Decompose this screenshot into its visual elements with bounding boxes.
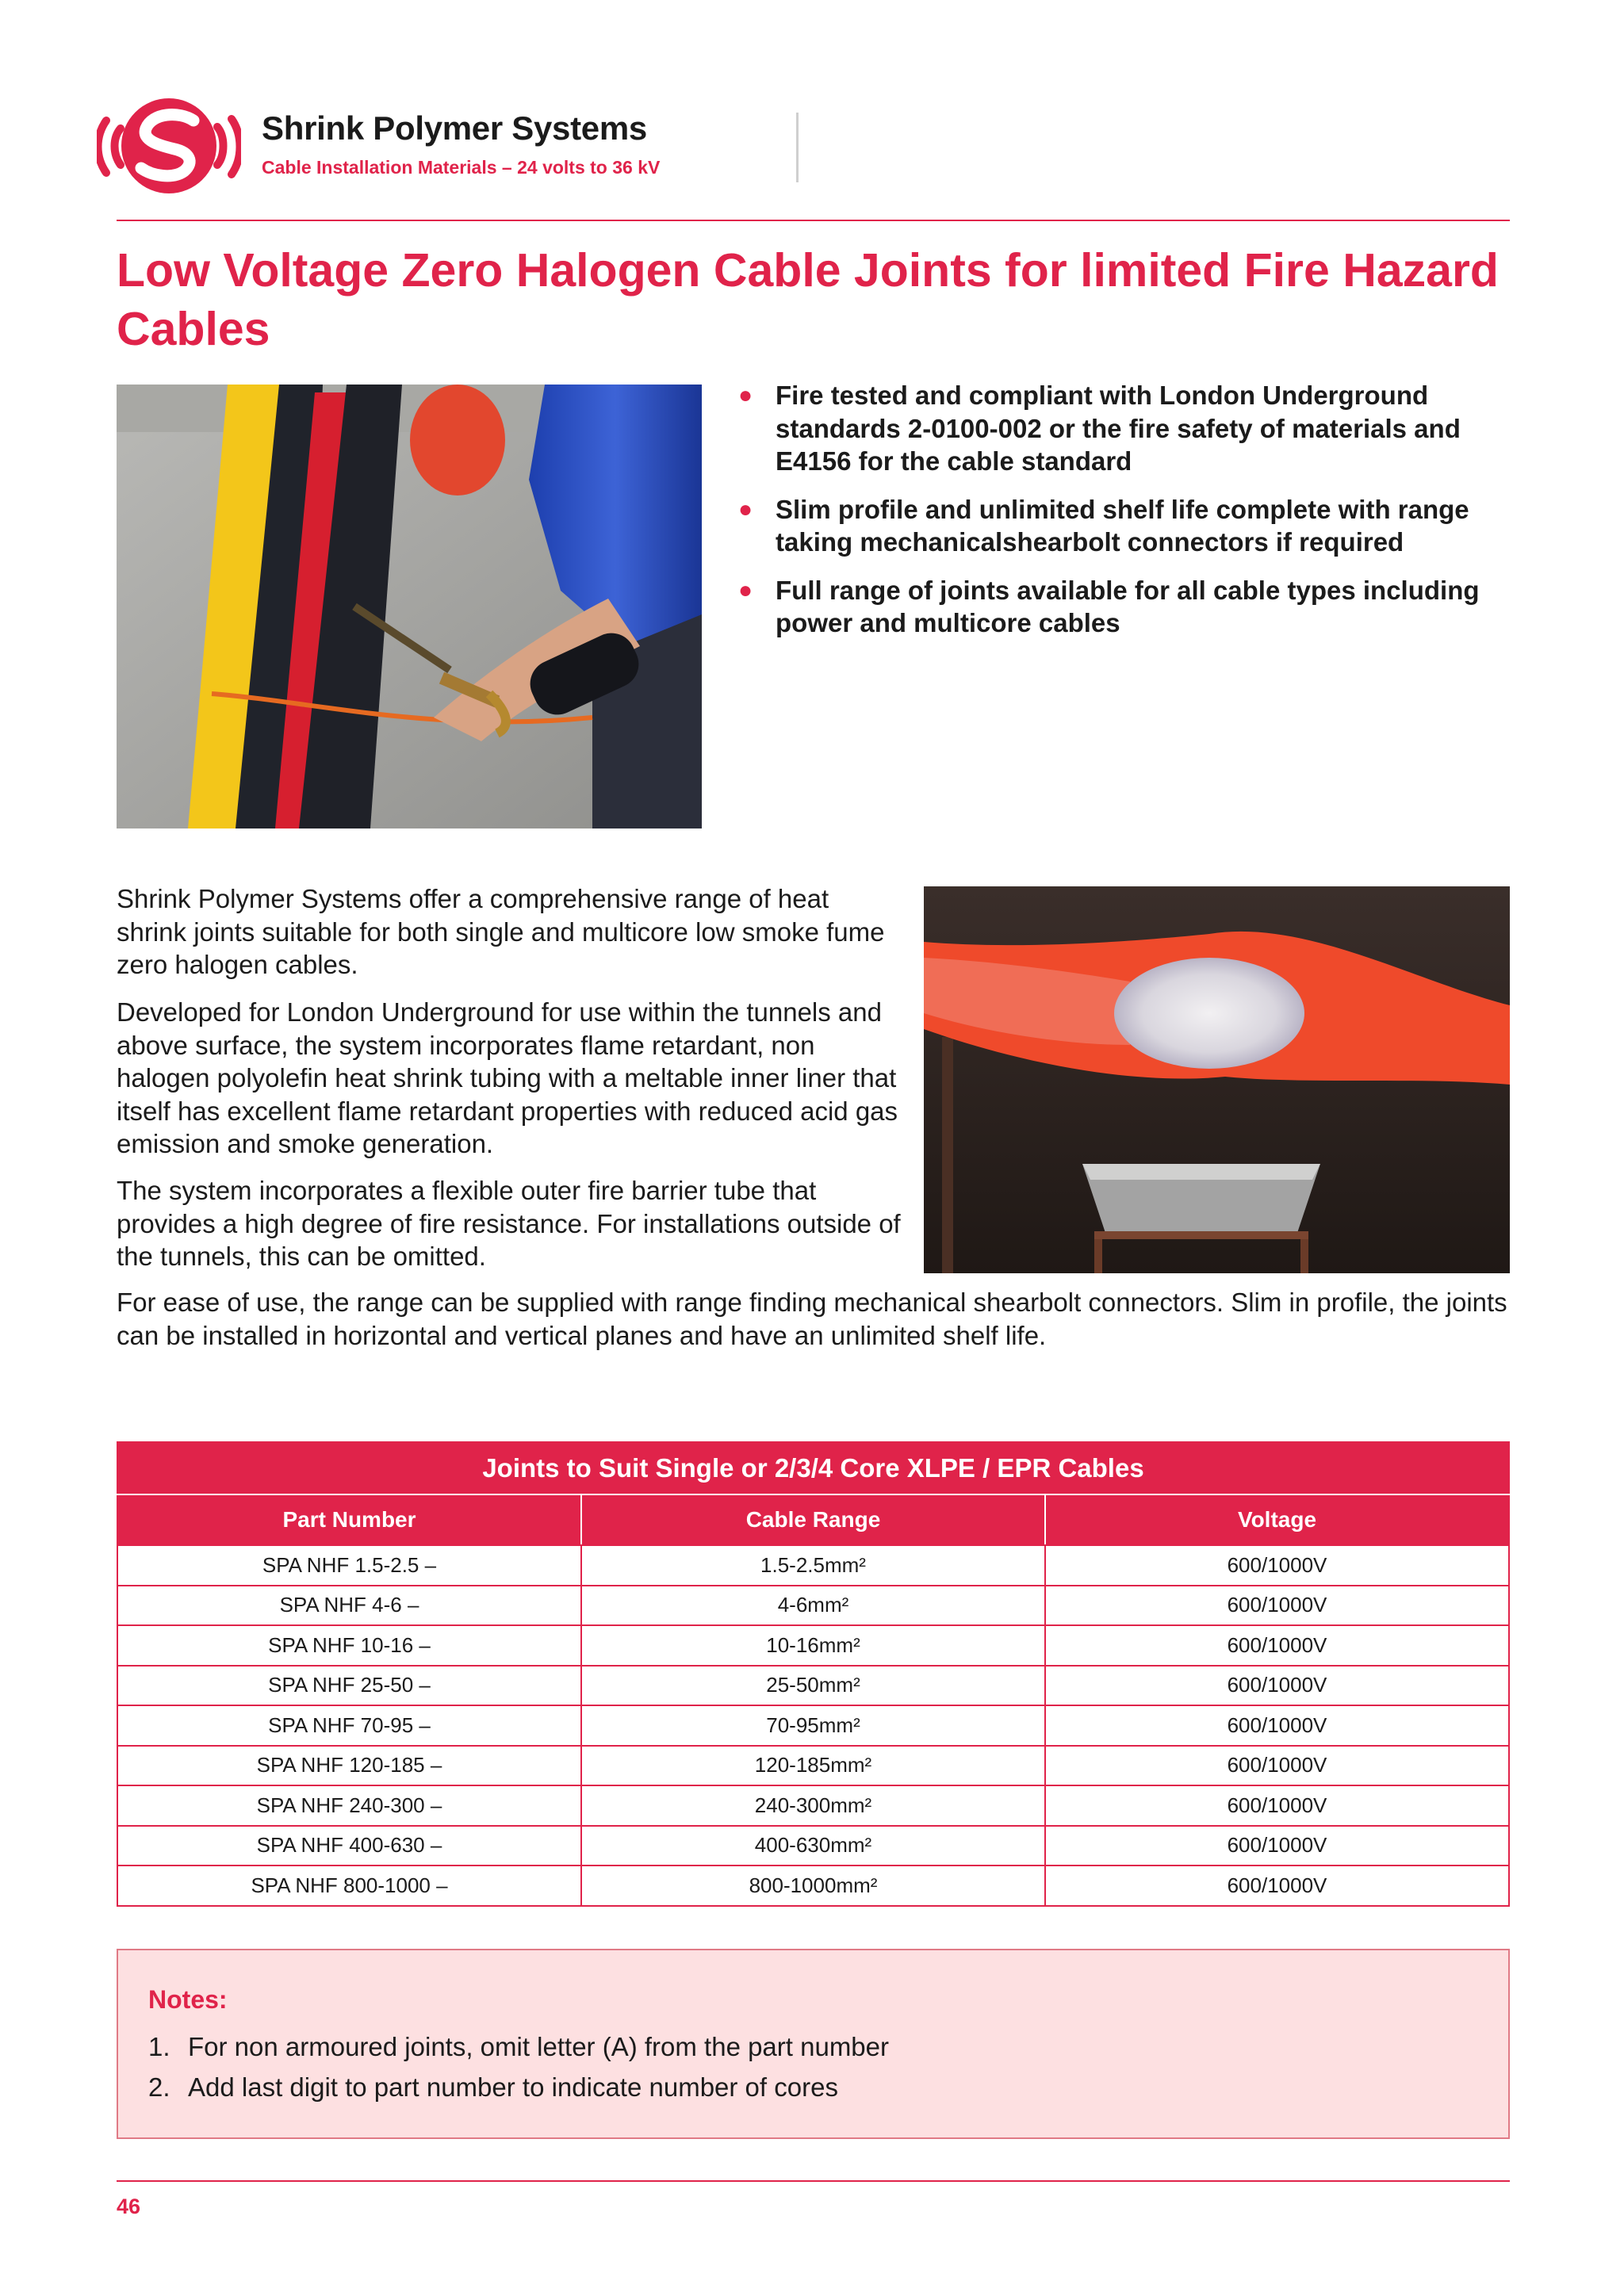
table-row [117, 1785, 1509, 1826]
notes-list [148, 2026, 889, 2107]
part-number-cell: SPA NHF 400-630 – [117, 1826, 581, 1866]
voltage-cell: 600/1000V [1045, 1666, 1509, 1706]
part-number-cell: SPA NHF 240-300 – [117, 1785, 581, 1826]
voltage-cell: 600/1000V [1045, 1586, 1509, 1626]
column-header-part-number: Part Number [117, 1494, 581, 1545]
body-paragraph: Developed for London Underground for use within the tunnels and above surface, the system incorporates flame retardant, non halogen polyolefin heat shrink tubing with a meltable inner liner that itself has excellent flame retardant properties with reduced acid gas emission and smoke generation. [117, 997, 898, 1158]
voltage-cell: 600/1000V [1045, 1866, 1509, 1906]
body-paragraph: For ease of use, the range can be supplied with range finding mechanical shearbolt connectors. Slim in profile, the joints can be installed in horizontal and vertical planes and have an unlimited shelf life. [117, 1288, 1507, 1350]
voltage-cell: 600/1000V [1045, 1746, 1509, 1786]
part-number-cell: SPA NHF 800-1000 – [117, 1866, 581, 1906]
table-caption: Joints to Suit Single or 2/3/4 Core XLPE / EPR Cables [117, 1442, 1509, 1494]
table-row [117, 1586, 1509, 1626]
cable-range-cell: 70-95mm² [581, 1705, 1045, 1746]
bullet-icon: ● [738, 496, 753, 522]
part-number-cell: SPA NHF 120-185 – [117, 1746, 581, 1786]
part-number-cell: SPA NHF 10-16 – [117, 1625, 581, 1666]
column-header-voltage: Voltage [1045, 1494, 1509, 1545]
body-paragraph: Shrink Polymer Systems offer a comprehensive range of heat shrink joints suitable for both single and multicore low smoke fume zero halogen cables. [117, 884, 885, 979]
feature-list [736, 379, 1510, 655]
cable-range-cell: 800-1000mm² [581, 1866, 1045, 1906]
cable-range-cell: 4-6mm² [581, 1586, 1045, 1626]
voltage-cell: 600/1000V [1045, 1826, 1509, 1866]
note-item: 2. Add last digit to part number to indicate number of cores [148, 2072, 838, 2102]
bullet-icon: ● [738, 576, 753, 603]
table-row [117, 1625, 1509, 1666]
table-row [117, 1826, 1509, 1866]
voltage-cell: 600/1000V [1045, 1545, 1509, 1586]
bullet-icon: ● [738, 382, 753, 408]
table-row [117, 1866, 1509, 1906]
company-logo [97, 97, 241, 195]
body-paragraph: The system incorporates a flexible outer fire barrier tube that provides a high degree of fire resistance. For installations outside of the tunnels, this can be omitted. [117, 1176, 901, 1271]
cable-range-cell: 10-16mm² [581, 1625, 1045, 1666]
cable-range-cell: 400-630mm² [581, 1826, 1045, 1866]
page-title: Low Voltage Zero Halogen Cable Joints for limited Fire Hazard Cables [117, 244, 1499, 355]
table-row [117, 1746, 1509, 1786]
footer-rule [117, 2180, 1510, 2182]
photo-fire-test [924, 886, 1510, 1273]
part-number-cell: SPA NHF 4-6 – [117, 1586, 581, 1626]
feature-item: ● Slim profile and unlimited shelf life complete with range taking mechanicalshearbolt connectors if required [738, 494, 1469, 557]
notes-box [117, 1949, 1510, 2139]
cable-range-cell: 25-50mm² [581, 1666, 1045, 1706]
cable-range-cell: 240-300mm² [581, 1785, 1045, 1826]
table-row [117, 1705, 1509, 1746]
header-divider [796, 113, 799, 182]
table-row [117, 1545, 1509, 1586]
brand-name: Shrink Polymer Systems [262, 109, 647, 147]
cable-range-cell: 1.5-2.5mm² [581, 1545, 1045, 1586]
brand-tagline: Cable Installation Materials – 24 volts to 36 kV [262, 157, 661, 178]
part-number-table [117, 1441, 1510, 1907]
page-number: 46 [117, 2195, 141, 2218]
notes-title: Notes: [148, 1985, 228, 2014]
photo-heat-torch-installation [117, 385, 702, 828]
feature-item: ● Fire tested and compliant with London Underground standards 2-0100-002 or the fire safety of materials and E4156 for the cable standard [738, 381, 1461, 476]
cable-range-cell: 120-185mm² [581, 1746, 1045, 1786]
part-number-cell: SPA NHF 1.5-2.5 – [117, 1545, 581, 1586]
voltage-cell: 600/1000V [1045, 1625, 1509, 1666]
voltage-cell: 600/1000V [1045, 1705, 1509, 1746]
note-item: 1. For non armoured joints, omit letter (A) from the part number [148, 2032, 890, 2061]
table-row [117, 1666, 1509, 1706]
feature-item: ● Full range of joints available for all cable types including power and multicore cables [738, 575, 1480, 637]
column-header-cable-range: Cable Range [581, 1494, 1045, 1545]
voltage-cell: 600/1000V [1045, 1785, 1509, 1826]
part-number-cell: SPA NHF 25-50 – [117, 1666, 581, 1706]
part-number-cell: SPA NHF 70-95 – [117, 1705, 581, 1746]
header-rule [117, 220, 1510, 221]
